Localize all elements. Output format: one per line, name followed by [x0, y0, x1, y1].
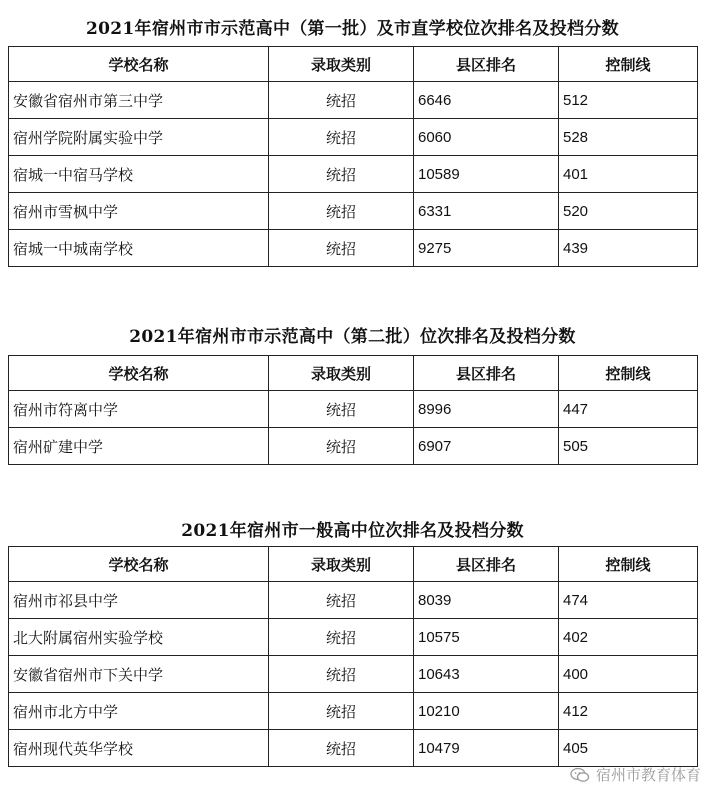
county-rank: 6907	[414, 428, 559, 465]
school-name: 宿州矿建中学	[9, 428, 269, 465]
county-rank: 6331	[414, 193, 559, 230]
school-name: 宿州市雪枫中学	[9, 193, 269, 230]
header-school-name: 学校名称	[9, 356, 269, 391]
admission-type: 统招	[269, 730, 414, 767]
control-line: 447	[559, 391, 698, 428]
school-name: 宿城一中宿马学校	[9, 156, 269, 193]
admission-type: 统招	[269, 119, 414, 156]
county-rank: 10643	[414, 656, 559, 693]
county-rank: 9275	[414, 230, 559, 267]
county-rank: 8039	[414, 582, 559, 619]
table-row	[9, 156, 698, 193]
county-rank: 10210	[414, 693, 559, 730]
header-admission-type: 录取类别	[269, 547, 414, 582]
control-line: 405	[559, 730, 698, 767]
county-rank: 10575	[414, 619, 559, 656]
section-title: 2021年宿州市一般高中位次排名及投档分数	[181, 521, 524, 541]
control-line: 412	[559, 693, 698, 730]
county-rank: 6060	[414, 119, 559, 156]
table-row	[9, 193, 698, 230]
score-table	[8, 46, 698, 267]
admission-type: 统招	[269, 391, 414, 428]
watermark	[570, 764, 701, 785]
table-row	[9, 428, 698, 465]
header-control-line: 控制线	[559, 547, 698, 582]
header-school-name: 学校名称	[9, 47, 269, 82]
school-name: 宿州市符离中学	[9, 391, 269, 428]
admission-type: 统招	[269, 193, 414, 230]
table-header-row	[9, 356, 698, 391]
control-line: 439	[559, 230, 698, 267]
county-rank: 10479	[414, 730, 559, 767]
section-title: 2021年宿州市市示范高中（第一批）及市直学校位次排名及投档分数	[86, 19, 619, 39]
admission-type: 统招	[269, 156, 414, 193]
admission-type: 统招	[269, 230, 414, 267]
table-row	[9, 619, 698, 656]
admission-type: 统招	[269, 582, 414, 619]
control-line: 402	[559, 619, 698, 656]
table-header-row	[9, 547, 698, 582]
score-table	[8, 546, 698, 767]
control-line: 401	[559, 156, 698, 193]
header-admission-type: 录取类别	[269, 356, 414, 391]
school-name: 宿州市祁县中学	[9, 582, 269, 619]
section-title: 2021年宿州市市示范高中（第二批）位次排名及投档分数	[129, 327, 576, 347]
table-header-row	[9, 47, 698, 82]
header-county-rank: 县区排名	[414, 547, 559, 582]
header-control-line: 控制线	[559, 47, 698, 82]
header-school-name: 学校名称	[9, 547, 269, 582]
table-row	[9, 119, 698, 156]
control-line: 528	[559, 119, 698, 156]
table-row	[9, 391, 698, 428]
table-row	[9, 582, 698, 619]
table-row	[9, 730, 698, 767]
school-name: 宿州学院附属实验中学	[9, 119, 269, 156]
admission-type: 统招	[269, 656, 414, 693]
header-county-rank: 县区排名	[414, 356, 559, 391]
county-rank: 10589	[414, 156, 559, 193]
school-name: 安徽省宿州市下关中学	[9, 656, 269, 693]
table-row	[9, 82, 698, 119]
county-rank: 8996	[414, 391, 559, 428]
control-line: 520	[559, 193, 698, 230]
admission-type: 统招	[269, 693, 414, 730]
header-control-line: 控制线	[559, 356, 698, 391]
school-name: 北大附属宿州实验学校	[9, 619, 269, 656]
score-table	[8, 355, 698, 465]
school-name: 宿州市北方中学	[9, 693, 269, 730]
control-line: 400	[559, 656, 698, 693]
admission-type: 统招	[269, 82, 414, 119]
table-row	[9, 693, 698, 730]
watermark-text: 宿州市教育体育	[595, 766, 701, 784]
header-admission-type: 录取类别	[269, 47, 414, 82]
admission-type: 统招	[269, 428, 414, 465]
control-line: 512	[559, 82, 698, 119]
table-row	[9, 230, 698, 267]
county-rank: 6646	[414, 82, 559, 119]
admission-type: 统招	[269, 619, 414, 656]
wechat-icon	[570, 767, 590, 783]
control-line: 505	[559, 428, 698, 465]
header-county-rank: 县区排名	[414, 47, 559, 82]
table-row	[9, 656, 698, 693]
control-line: 474	[559, 582, 698, 619]
school-name: 宿州现代英华学校	[9, 730, 269, 767]
school-name: 宿城一中城南学校	[9, 230, 269, 267]
school-name: 安徽省宿州市第三中学	[9, 82, 269, 119]
